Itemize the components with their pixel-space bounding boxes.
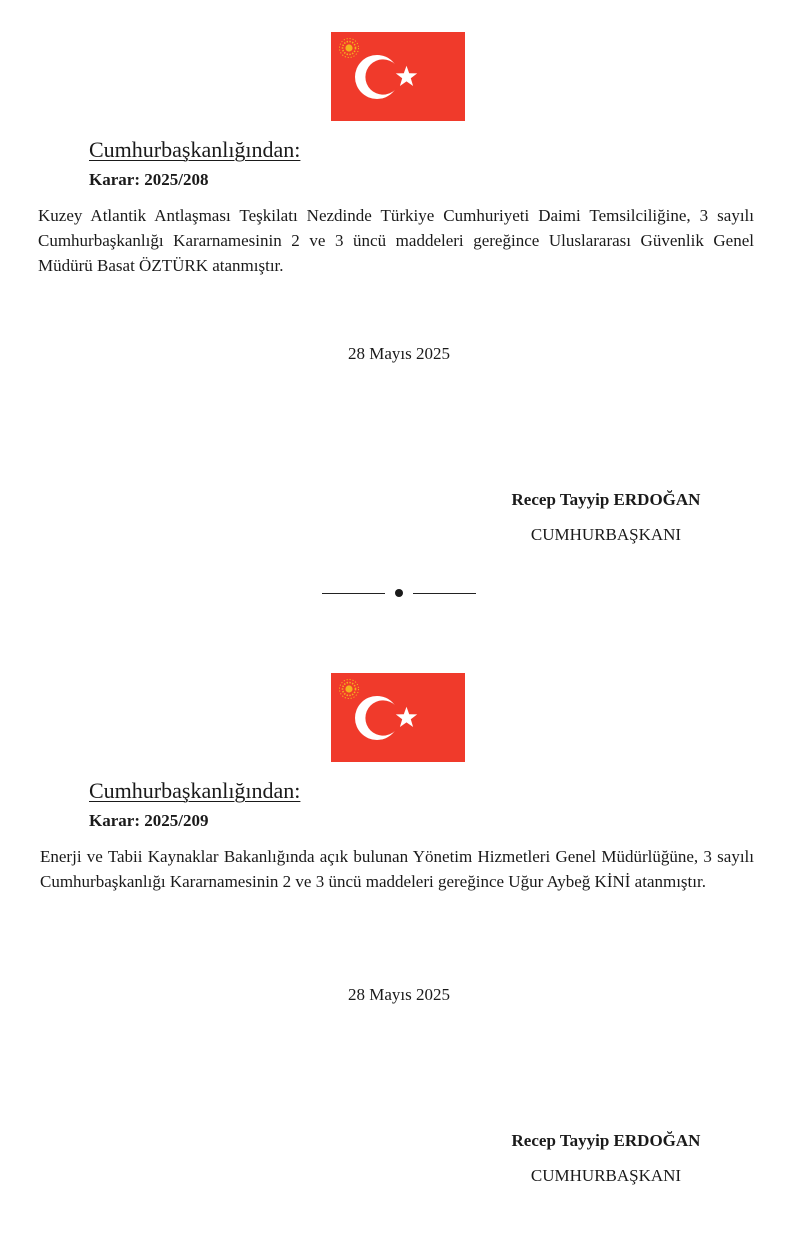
decision-body: Enerji ve Tabii Kaynaklar Bakanlığında açık bulunan Yönetim Hizmetleri Genel Müdürlüğüne, 3 sayılı Cumhurbaşkanlığı Kararnamesinin 2 ve 3 üncü maddeleri gereğince Uğur Aybeğ KİNİ atanmıştır. <box>40 847 754 891</box>
decision-block <box>0 0 798 600</box>
decision-block <box>0 641 798 1241</box>
signer-title: CUMHURBAŞKANI <box>530 525 682 544</box>
decision-number: Karar: 2025/209 <box>89 811 209 830</box>
bullet-separator <box>322 582 476 598</box>
presidential-flag-icon <box>331 32 465 121</box>
separator-dot <box>395 589 403 597</box>
separator-line <box>413 593 476 594</box>
decision-number: Karar: 2025/208 <box>89 170 209 189</box>
presidential-flag-icon <box>331 673 465 762</box>
issuer-heading: Cumhurbaşkanlığından: <box>89 137 301 162</box>
decision-body: Kuzey Atlantik Antlaşması Teşkilatı Nezdinde Türkiye Cumhuriyeti Daimi Temsilciliğine, 3 sayılı Cumhurbaşkanlığı Kararnamesinin 2 ve 3 üncü maddeleri gereğince Uluslararası Güvenlik Genel Müdürü Basat ÖZTÜRK atanmıştır. <box>38 206 754 275</box>
decision-date: 28 Mayıs 2025 <box>348 985 450 1004</box>
separator-line <box>322 593 385 594</box>
signer-title: CUMHURBAŞKANI <box>530 1166 682 1185</box>
issuer-heading: Cumhurbaşkanlığından: <box>89 778 301 803</box>
decision-date: 28 Mayıs 2025 <box>348 344 450 363</box>
signer-name: Recep Tayyip ERDOĞAN <box>511 490 701 509</box>
signer-name: Recep Tayyip ERDOĞAN <box>511 1131 701 1150</box>
